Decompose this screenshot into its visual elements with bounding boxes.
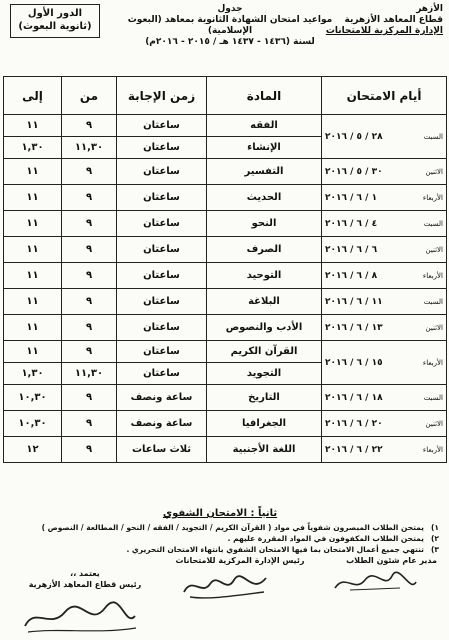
table-row bbox=[4, 115, 447, 137]
header-line: الأزهر bbox=[416, 4, 443, 14]
exam-weekday: الاثنين bbox=[425, 419, 443, 428]
duration-cell: ساعتان bbox=[117, 159, 207, 185]
subject-cell: التاريخ bbox=[207, 385, 322, 411]
duration-cell: ساعتان bbox=[117, 341, 207, 363]
duration-cell: ساعتان bbox=[117, 363, 207, 385]
end-time-cell: ١٠,٣٠ bbox=[4, 385, 62, 411]
subject-cell: الإنشاء bbox=[207, 137, 322, 159]
table-header-row bbox=[4, 77, 447, 115]
subject-cell: التجويد bbox=[207, 363, 322, 385]
start-time-cell: ٩ bbox=[62, 315, 117, 341]
exam-weekday: الأربعاء bbox=[422, 358, 443, 367]
header-days: أيام الامتحان bbox=[322, 77, 447, 115]
session-type: (ثانوية البعوث) bbox=[18, 21, 92, 32]
subject-cell: الفقه bbox=[207, 115, 322, 137]
note-number: ٢) bbox=[430, 534, 439, 543]
duration-cell: ساعتان bbox=[117, 137, 207, 159]
exam-date: ٢٨ / ٥ / ٢٠١٦ bbox=[325, 131, 383, 142]
exam-day-cell bbox=[322, 341, 447, 385]
subject-cell: الجغرافيا bbox=[207, 411, 322, 437]
end-time-cell: ١,٣٠ bbox=[4, 363, 62, 385]
exam-day-cell bbox=[322, 385, 447, 411]
note-item bbox=[10, 522, 442, 533]
header-subject: المادة bbox=[207, 77, 322, 115]
exam-weekday: الاثنين bbox=[425, 245, 443, 254]
exam-day-cell bbox=[322, 315, 447, 341]
exam-schedule-table bbox=[3, 76, 447, 463]
start-time-cell: ٩ bbox=[62, 185, 117, 211]
approval-label: يعتمد ،، bbox=[70, 569, 100, 578]
duration-cell: ثلاث ساعات bbox=[117, 437, 207, 463]
exam-weekday: الاثنين bbox=[425, 323, 443, 332]
exam-weekday: الأربعاء bbox=[422, 445, 443, 454]
exam-date: ١ / ٦ / ٢٠١٦ bbox=[325, 192, 378, 203]
exam-weekday: السبت bbox=[423, 132, 443, 141]
exam-weekday: الأربعاء bbox=[422, 193, 443, 202]
table-row bbox=[4, 289, 447, 315]
note-text: يمتحن الطلاب المكفوفون في المواد المقررة عليهم . bbox=[227, 534, 424, 543]
note-number: ١) bbox=[430, 523, 439, 532]
end-time-cell: ١١ bbox=[4, 211, 62, 237]
subject-cell: الحديث bbox=[207, 185, 322, 211]
exam-day-cell bbox=[322, 211, 447, 237]
note-text: تنتهي جميع أعمال الامتحان بما فيها الامتحان الشفوي بانتهاء الامتحان التحريري . bbox=[126, 545, 424, 554]
end-time-cell: ١,٣٠ bbox=[4, 137, 62, 159]
note-item bbox=[10, 533, 442, 544]
duration-cell: ساعتان bbox=[117, 185, 207, 211]
duration-cell: ساعتان bbox=[117, 263, 207, 289]
end-time-cell: ١٠,٣٠ bbox=[4, 411, 62, 437]
exam-weekday: السبت bbox=[423, 219, 443, 228]
exam-day-cell bbox=[322, 263, 447, 289]
table-row bbox=[4, 437, 447, 463]
exam-date: ٨ / ٦ / ٢٠١٦ bbox=[325, 270, 378, 281]
start-time-cell: ٩ bbox=[62, 385, 117, 411]
start-time-cell: ٩ bbox=[62, 211, 117, 237]
subject-cell: النحو bbox=[207, 211, 322, 237]
subject-cell: اللغة الأجنبية bbox=[207, 437, 322, 463]
exam-weekday: الأربعاء bbox=[422, 271, 443, 280]
exam-weekday: الاثنين bbox=[425, 167, 443, 176]
header-line: الإدارة المركزية للامتحانات bbox=[325, 26, 443, 36]
title-line: مواعيد امتحان الشهادة الثانوية بمعاهد (البعوث الإسلامية) bbox=[127, 15, 333, 36]
end-time-cell: ١١ bbox=[4, 341, 62, 363]
subject-cell: التفسير bbox=[207, 159, 322, 185]
note-number: ٣) bbox=[430, 545, 439, 554]
note-text: يمتحن الطلاب المبصرون شفوياً في مواد ( القرآن الكريم / التجويد / الفقه / النحو / المطالعة / النصوص ) bbox=[41, 523, 424, 532]
oral-exam-title: ثانياً : الامتحان الشفوي bbox=[162, 508, 278, 519]
subject-cell: الأدب والنصوص bbox=[207, 315, 322, 341]
exam-date: ١٨ / ٦ / ٢٠١٦ bbox=[325, 392, 383, 403]
end-time-cell: ١٢ bbox=[4, 437, 62, 463]
exam-date: ١٣ / ٦ / ٢٠١٦ bbox=[325, 322, 383, 333]
duration-cell: ساعة ونصف bbox=[117, 411, 207, 437]
exam-day-cell bbox=[322, 411, 447, 437]
end-time-cell: ١١ bbox=[4, 115, 62, 137]
start-time-cell: ٩ bbox=[62, 437, 117, 463]
table-row bbox=[4, 315, 447, 341]
header-from: من bbox=[62, 77, 117, 115]
start-time-cell: ٩ bbox=[62, 263, 117, 289]
handwritten-signature-center bbox=[180, 570, 270, 602]
session-label: الدور الأول bbox=[27, 8, 83, 19]
table-row bbox=[4, 263, 447, 289]
handwritten-signature-left bbox=[20, 598, 140, 636]
header-duration: زمن الإجابة bbox=[117, 77, 207, 115]
exam-date: ٢٢ / ٦ / ٢٠١٦ bbox=[325, 444, 383, 455]
sector-head-title: رئيس قطاع المعاهد الأزهرية bbox=[28, 580, 142, 589]
end-time-cell: ١١ bbox=[4, 289, 62, 315]
start-time-cell: ٩ bbox=[62, 159, 117, 185]
exam-day-cell bbox=[322, 115, 447, 159]
end-time-cell: ١١ bbox=[4, 185, 62, 211]
exam-date: ٣٠ / ٥ / ٢٠١٦ bbox=[325, 166, 383, 177]
subject-cell: البلاغة bbox=[207, 289, 322, 315]
exam-day-cell bbox=[322, 237, 447, 263]
table-row bbox=[4, 185, 447, 211]
duration-cell: ساعة ونصف bbox=[117, 385, 207, 411]
table-row bbox=[4, 411, 447, 437]
duration-cell: ساعتان bbox=[117, 237, 207, 263]
session-box bbox=[10, 4, 100, 38]
duration-cell: ساعتان bbox=[117, 115, 207, 137]
exam-day-cell bbox=[322, 185, 447, 211]
start-time-cell: ١١,٣٠ bbox=[62, 137, 117, 159]
table-row bbox=[4, 159, 447, 185]
subject-cell: القرآن الكريم bbox=[207, 341, 322, 363]
duration-cell: ساعتان bbox=[117, 211, 207, 237]
note-item bbox=[10, 544, 442, 555]
exam-weekday: السبت bbox=[423, 297, 443, 306]
title-line: جدول bbox=[217, 4, 243, 14]
header-institution bbox=[323, 4, 443, 37]
table-row bbox=[4, 341, 447, 363]
exam-date: ١١ / ٦ / ٢٠١٦ bbox=[325, 296, 383, 307]
start-time-cell: ٩ bbox=[62, 411, 117, 437]
exam-date: ٢٠ / ٦ / ٢٠١٦ bbox=[325, 418, 383, 429]
signature-student-affairs: مدير عام شئون الطلاب bbox=[346, 556, 437, 565]
exam-day-cell bbox=[322, 159, 447, 185]
exam-day-cell bbox=[322, 289, 447, 315]
header-title bbox=[125, 4, 335, 48]
end-time-cell: ١١ bbox=[4, 315, 62, 341]
start-time-cell: ٩ bbox=[62, 115, 117, 137]
exam-day-cell bbox=[322, 437, 447, 463]
table-row bbox=[4, 211, 447, 237]
signature-exams-president: رئيس الإدارة المركزية للامتحانات bbox=[175, 556, 305, 565]
handwritten-signature-right bbox=[330, 568, 420, 598]
start-time-cell: ٩ bbox=[62, 237, 117, 263]
start-time-cell: ١١,٣٠ bbox=[62, 363, 117, 385]
exam-weekday: السبت bbox=[423, 393, 443, 402]
end-time-cell: ١١ bbox=[4, 263, 62, 289]
oral-exam-notes bbox=[10, 522, 442, 555]
start-time-cell: ٩ bbox=[62, 341, 117, 363]
exam-date: ٤ / ٦ / ٢٠١٦ bbox=[325, 218, 378, 229]
end-time-cell: ١١ bbox=[4, 159, 62, 185]
header-to: إلى bbox=[4, 77, 62, 115]
signature-sector-head bbox=[10, 568, 160, 590]
start-time-cell: ٩ bbox=[62, 289, 117, 315]
exam-date: ٦ / ٦ / ٢٠١٦ bbox=[325, 244, 378, 255]
subject-cell: التوحيد bbox=[207, 263, 322, 289]
exam-date: ١٥ / ٦ / ٢٠١٦ bbox=[325, 357, 383, 368]
duration-cell: ساعتان bbox=[117, 315, 207, 341]
duration-cell: ساعتان bbox=[117, 289, 207, 315]
table-row bbox=[4, 237, 447, 263]
title-line: لسنة (١٤٣٦ - ١٤٣٧ هـ / ٢٠١٥ - ٢٠١٦م) bbox=[145, 37, 315, 47]
subject-cell: الصرف bbox=[207, 237, 322, 263]
table-row bbox=[4, 385, 447, 411]
end-time-cell: ١١ bbox=[4, 237, 62, 263]
header-line: قطاع المعاهد الأزهرية bbox=[344, 15, 443, 25]
